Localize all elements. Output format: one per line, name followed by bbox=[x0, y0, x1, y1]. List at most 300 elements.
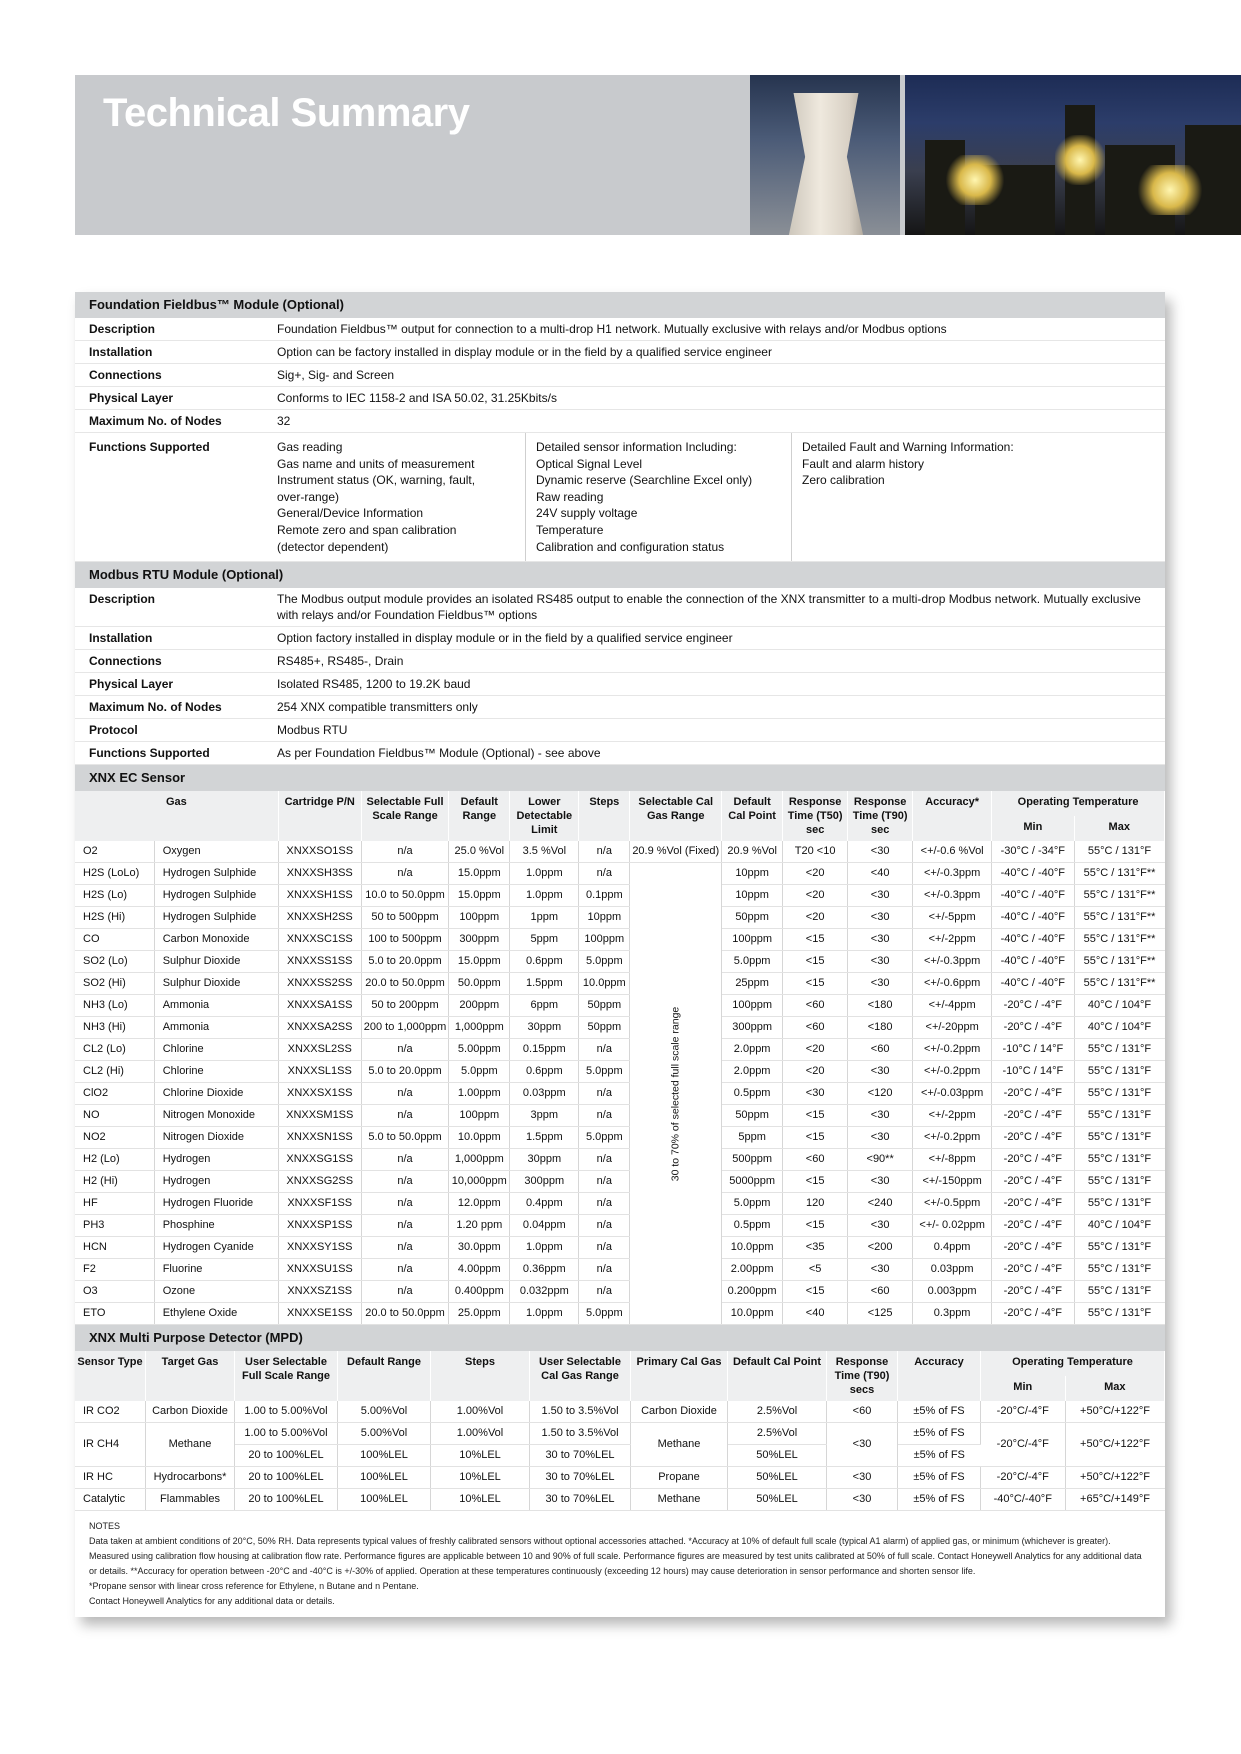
col-header: Max bbox=[1074, 816, 1165, 841]
cell: -40°C / -40°F bbox=[992, 951, 1074, 973]
function-line: over-range) bbox=[277, 489, 340, 504]
cell: <+/-0.3ppm bbox=[913, 951, 992, 973]
cell: 1,000ppm bbox=[449, 1149, 510, 1171]
section-heading-fieldbus: Foundation Fieldbus™ Module (Optional) bbox=[75, 292, 1165, 318]
cell: 200 to 1,000ppm bbox=[361, 1017, 449, 1039]
cal-range-cell: 20.9 %Vol (Fixed) bbox=[630, 841, 722, 863]
col-header: Selectable Full Scale Range bbox=[361, 791, 449, 841]
cell: 5ppm bbox=[722, 1127, 783, 1149]
cell: 1.0ppm bbox=[510, 863, 579, 885]
sensor-code: CL2 (Lo) bbox=[75, 1039, 154, 1061]
ec-sensor-table bbox=[75, 791, 1165, 1325]
cell: 2.0ppm bbox=[722, 1061, 783, 1083]
cell: 0.6ppm bbox=[510, 1061, 579, 1083]
cell: 55°C / 131°F bbox=[1074, 1061, 1165, 1083]
cell: 4.00ppm bbox=[449, 1259, 510, 1281]
cell: 5.0 to 20.0ppm bbox=[361, 951, 449, 973]
row-label: Maximum No. of Nodes bbox=[75, 410, 267, 433]
cell: 2.5%Vol bbox=[728, 1423, 827, 1445]
cell: n/a bbox=[579, 1039, 630, 1061]
cell: 40°C / 104°F bbox=[1074, 1215, 1165, 1237]
function-line: Fault and alarm history bbox=[802, 456, 925, 471]
table-row bbox=[75, 364, 1165, 387]
function-line: Temperature bbox=[536, 522, 604, 537]
cell: 0.3ppm bbox=[913, 1303, 992, 1325]
table-row bbox=[75, 1105, 1165, 1127]
cell: 100ppm bbox=[449, 907, 510, 929]
sensor-code: HF bbox=[75, 1193, 154, 1215]
cell: ±5% of FS bbox=[898, 1401, 981, 1423]
cell: -20°C/-4°F bbox=[981, 1423, 1066, 1467]
col-header: Response Time (T90) secs bbox=[827, 1351, 898, 1401]
notes-line: *Propane sensor with linear cross reference for Ethylene, n Butane and n Pentane. bbox=[89, 1581, 419, 1592]
notes-title: NOTES bbox=[89, 1521, 121, 1532]
cell: n/a bbox=[361, 1237, 449, 1259]
col-header: Steps bbox=[431, 1351, 530, 1401]
cell: <20 bbox=[783, 1039, 848, 1061]
table-row bbox=[75, 696, 1165, 719]
table-row bbox=[75, 742, 1165, 765]
cell: 55°C / 131°F** bbox=[1074, 885, 1165, 907]
cell: 1.00 to 5.00%Vol bbox=[235, 1423, 338, 1445]
cell: 12.0ppm bbox=[449, 1193, 510, 1215]
cell: -20°C / -4°F bbox=[992, 1303, 1074, 1325]
table-row bbox=[75, 1171, 1165, 1193]
sensor-code: H2S (Lo) bbox=[75, 885, 154, 907]
cell: <30 bbox=[848, 1105, 913, 1127]
col-header: User Selectable Cal Gas Range bbox=[530, 1351, 631, 1401]
cell: 55°C / 131°F** bbox=[1074, 973, 1165, 995]
sensor-code: H2 (Lo) bbox=[75, 1149, 154, 1171]
sensor-code: H2S (Hi) bbox=[75, 907, 154, 929]
table-header-row bbox=[75, 791, 1165, 816]
cooling-tower-shape bbox=[768, 93, 884, 235]
cell: XNXXSH1SS bbox=[278, 885, 361, 907]
cell: -20°C / -4°F bbox=[992, 1149, 1074, 1171]
cell: 5ppm bbox=[510, 929, 579, 951]
cell: XNXXSZ1SS bbox=[278, 1281, 361, 1303]
cell: -40°C / -40°F bbox=[992, 973, 1074, 995]
cell: XNXXSM1SS bbox=[278, 1105, 361, 1127]
cell: Propane bbox=[631, 1467, 728, 1489]
cell: 1.00%Vol bbox=[431, 1401, 530, 1423]
cell: n/a bbox=[579, 1171, 630, 1193]
cell: XNXXSH2SS bbox=[278, 907, 361, 929]
table-row bbox=[75, 973, 1165, 995]
cell: XNXXSN1SS bbox=[278, 1127, 361, 1149]
cell: 15.0ppm bbox=[449, 885, 510, 907]
cell: 55°C / 131°F bbox=[1074, 1281, 1165, 1303]
sensor-code: NO bbox=[75, 1105, 154, 1127]
cell: n/a bbox=[361, 863, 449, 885]
col-header: Sensor Type bbox=[75, 1351, 146, 1401]
cell: 1.5ppm bbox=[510, 973, 579, 995]
cell: 55°C / 131°F bbox=[1074, 1303, 1165, 1325]
cell: n/a bbox=[361, 1105, 449, 1127]
table-row bbox=[75, 627, 1165, 650]
cell: 200ppm bbox=[449, 995, 510, 1017]
cell: 100ppm bbox=[579, 929, 630, 951]
cell: Carbon Dioxide bbox=[631, 1401, 728, 1423]
row-label: Maximum No. of Nodes bbox=[75, 696, 267, 719]
cell: 5.0ppm bbox=[722, 951, 783, 973]
sensor-code: H2S (LoLo) bbox=[75, 863, 154, 885]
cal-range-cell bbox=[630, 863, 722, 1325]
col-header: Min bbox=[981, 1376, 1066, 1401]
table-row bbox=[75, 1259, 1165, 1281]
cell: 55°C / 131°F bbox=[1074, 1171, 1165, 1193]
cell: <240 bbox=[848, 1193, 913, 1215]
cell: <60 bbox=[827, 1401, 898, 1423]
cell: 1.00%Vol bbox=[431, 1423, 530, 1445]
row-label: Functions Supported bbox=[75, 433, 267, 562]
sensor-code: NH3 (Hi) bbox=[75, 1017, 154, 1039]
cell: +50°C/+122°F bbox=[1065, 1423, 1164, 1467]
cell: 300ppm bbox=[449, 929, 510, 951]
cell: n/a bbox=[579, 863, 630, 885]
cell: <30 bbox=[827, 1467, 898, 1489]
cell: n/a bbox=[579, 841, 630, 863]
cell: 20.0 to 50.0ppm bbox=[361, 1303, 449, 1325]
cell: 2.00ppm bbox=[722, 1259, 783, 1281]
cell: 0.032ppm bbox=[510, 1281, 579, 1303]
row-value: Conforms to IEC 1158-2 and ISA 50.02, 31.25Kbits/s bbox=[267, 387, 1165, 410]
function-line: Instrument status (OK, warning, fault, bbox=[277, 473, 476, 488]
cell: Hydrogen Sulphide bbox=[154, 907, 278, 929]
cell: 55°C / 131°F** bbox=[1074, 929, 1165, 951]
cell: 55°C / 131°F** bbox=[1074, 951, 1165, 973]
cell: 0.4ppm bbox=[510, 1193, 579, 1215]
refinery-photo bbox=[905, 75, 1241, 235]
cell: <125 bbox=[848, 1303, 913, 1325]
row-label: Physical Layer bbox=[75, 387, 267, 410]
cell: 10ppm bbox=[722, 885, 783, 907]
cell: <+/-2ppm bbox=[913, 1105, 992, 1127]
cell: XNXXSF1SS bbox=[278, 1193, 361, 1215]
row-value: Option factory installed in display module or in the field by a qualified service engineer bbox=[267, 627, 1165, 650]
cell: <30 bbox=[848, 951, 913, 973]
cell: <+/-4ppm bbox=[913, 995, 992, 1017]
cell: XNXXSP1SS bbox=[278, 1215, 361, 1237]
sensor-code: NO2 bbox=[75, 1127, 154, 1149]
cell: 50ppm bbox=[722, 907, 783, 929]
cell: 5.0 to 20.0ppm bbox=[361, 1061, 449, 1083]
cell: Sulphur Dioxide bbox=[154, 951, 278, 973]
function-line: Detailed sensor information Including: bbox=[536, 440, 737, 454]
sensor-code: O2 bbox=[75, 841, 154, 863]
cell: 25.0ppm bbox=[449, 1303, 510, 1325]
row-value: 32 bbox=[267, 410, 1165, 433]
cell: <+/-0.2ppm bbox=[913, 1039, 992, 1061]
sensor-code: H2 (Hi) bbox=[75, 1171, 154, 1193]
cell: XNXXSO1SS bbox=[278, 841, 361, 863]
cell: 0.1ppm bbox=[579, 885, 630, 907]
cell: 100 to 500ppm bbox=[361, 929, 449, 951]
table-row bbox=[75, 650, 1165, 673]
table-row bbox=[75, 1083, 1165, 1105]
row-value: Isolated RS485, 1200 to 19.2K baud bbox=[267, 673, 1165, 696]
modbus-table bbox=[75, 588, 1165, 765]
cell: 1.50 to 3.5%Vol bbox=[530, 1401, 631, 1423]
cell: <40 bbox=[783, 1303, 848, 1325]
page-title: Technical Summary bbox=[103, 91, 470, 135]
col-header: Gas bbox=[75, 791, 278, 841]
sensor-code: CO bbox=[75, 929, 154, 951]
cell: 1.00ppm bbox=[449, 1083, 510, 1105]
cell: <15 bbox=[783, 1171, 848, 1193]
cell: 5.0ppm bbox=[449, 1061, 510, 1083]
table-row bbox=[75, 1237, 1165, 1259]
col-header: Selectable Cal Gas Range bbox=[630, 791, 722, 841]
cell: 50%LEL bbox=[728, 1445, 827, 1467]
cal-range-text: 30 to 70% of selected full scale range bbox=[669, 1006, 682, 1181]
cell: Hydrocarbons* bbox=[146, 1467, 235, 1489]
table-row bbox=[75, 1303, 1165, 1325]
spec-panel bbox=[75, 292, 1165, 1617]
table-row bbox=[75, 1423, 1165, 1445]
cell: <60 bbox=[783, 1017, 848, 1039]
cell: 50%LEL bbox=[728, 1489, 827, 1511]
cell: Methane bbox=[631, 1489, 728, 1511]
cell: <+/-0.3ppm bbox=[913, 885, 992, 907]
cell: 50 to 200ppm bbox=[361, 995, 449, 1017]
cell: n/a bbox=[361, 1281, 449, 1303]
sensor-code: CL2 (Hi) bbox=[75, 1061, 154, 1083]
cell: <+/-0.3ppm bbox=[913, 863, 992, 885]
cell: -20°C / -4°F bbox=[992, 1193, 1074, 1215]
cell: n/a bbox=[579, 1237, 630, 1259]
cell: -40°C / -40°F bbox=[992, 907, 1074, 929]
table-row bbox=[75, 719, 1165, 742]
cell: <15 bbox=[783, 1105, 848, 1127]
cell: 10.0ppm bbox=[579, 973, 630, 995]
notes-line: Data taken at ambient conditions of 20°C, 50% RH. Data represents typical values of freshly calibrated sensors without optional accessories attached. *Accuracy at 10% of default full scale (typical A1 alarm) of applied gas, or minimum (whichever is greater). Measured using calibration flow housing at calibration flow rate. Performance figures are applicable between 10 and 90% of full scale. Performance figures are measured by test units calibrated at 50% of full scale. Contact Honeywell Analytics for any additional data or details. **Accuracy for operation between -20°C and -40°C is +/-30% of applied. Operation at these temperatures continuously (exceeding 12 hours) may cause deterioration in sensor performance and shorten sensor life. bbox=[89, 1536, 1142, 1577]
cell: -20°C / -4°F bbox=[992, 1281, 1074, 1303]
col-header: Response Time (T50) sec bbox=[783, 791, 848, 841]
cell: 55°C / 131°F bbox=[1074, 841, 1165, 863]
cell: Chlorine Dioxide bbox=[154, 1083, 278, 1105]
cell: 0.36ppm bbox=[510, 1259, 579, 1281]
cell: XNXXSE1SS bbox=[278, 1303, 361, 1325]
cell: 40°C / 104°F bbox=[1074, 995, 1165, 1017]
cell: 5.0ppm bbox=[722, 1193, 783, 1215]
cell: <+/-20ppm bbox=[913, 1017, 992, 1039]
sensor-code: PH3 bbox=[75, 1215, 154, 1237]
cell: Catalytic bbox=[75, 1489, 146, 1511]
row-value: Option can be factory installed in display module or in the field by a qualified service engineer bbox=[267, 341, 1165, 364]
cell: Sulphur Dioxide bbox=[154, 973, 278, 995]
cell: Chlorine bbox=[154, 1061, 278, 1083]
cell: Flammables bbox=[146, 1489, 235, 1511]
cell: -40°C/-40°F bbox=[981, 1489, 1066, 1511]
cell: n/a bbox=[361, 1193, 449, 1215]
table-row bbox=[75, 863, 1165, 885]
cell: 0.400ppm bbox=[449, 1281, 510, 1303]
cell: n/a bbox=[361, 1259, 449, 1281]
cell: 0.4ppm bbox=[913, 1237, 992, 1259]
cell: 10%LEL bbox=[431, 1489, 530, 1511]
row-value: Foundation Fieldbus™ output for connection to a multi-drop H1 network. Mutually exclusive with relays and/or Modbus options bbox=[267, 318, 1165, 341]
table-row bbox=[75, 929, 1165, 951]
col-header: Max bbox=[1065, 1376, 1164, 1401]
cell: 30.0ppm bbox=[449, 1237, 510, 1259]
cell: <60 bbox=[783, 995, 848, 1017]
cell: 10.0 to 50.0ppm bbox=[361, 885, 449, 907]
cell: <15 bbox=[783, 973, 848, 995]
function-line: Calibration and configuration status bbox=[536, 539, 725, 554]
mpd-table bbox=[75, 1351, 1165, 1511]
cell: 55°C / 131°F bbox=[1074, 1237, 1165, 1259]
cell: 25.0 %Vol bbox=[449, 841, 510, 863]
col-header: Primary Cal Gas bbox=[631, 1351, 728, 1401]
cell: <+/-5ppm bbox=[913, 907, 992, 929]
cell: Nitrogen Monoxide bbox=[154, 1105, 278, 1127]
cell: XNXXSH3SS bbox=[278, 863, 361, 885]
sensor-code: HCN bbox=[75, 1237, 154, 1259]
cell: <20 bbox=[783, 1061, 848, 1083]
cell: <+/-0.2ppm bbox=[913, 1061, 992, 1083]
cell: 1.0ppm bbox=[510, 885, 579, 907]
cell: 50%LEL bbox=[728, 1467, 827, 1489]
table-row bbox=[75, 1017, 1165, 1039]
cell: 20.9 %Vol bbox=[722, 841, 783, 863]
cell: -40°C / -40°F bbox=[992, 929, 1074, 951]
cell: 55°C / 131°F bbox=[1074, 1039, 1165, 1061]
col-header: User Selectable Full Scale Range bbox=[235, 1351, 338, 1401]
row-label: Installation bbox=[75, 341, 267, 364]
table-row bbox=[75, 318, 1165, 341]
cell: 0.200ppm bbox=[722, 1281, 783, 1303]
cell: ±5% of FS bbox=[898, 1467, 981, 1489]
cell: -20°C / -4°F bbox=[992, 995, 1074, 1017]
sensor-code: ETO bbox=[75, 1303, 154, 1325]
cell: Ammonia bbox=[154, 995, 278, 1017]
cell: 15.0ppm bbox=[449, 863, 510, 885]
cell: T20 <10 bbox=[783, 841, 848, 863]
section-heading-ec-sensor: XNX EC Sensor bbox=[75, 765, 1165, 791]
cell: 55°C / 131°F** bbox=[1074, 863, 1165, 885]
cell: n/a bbox=[361, 1171, 449, 1193]
cell: +50°C/+122°F bbox=[1065, 1467, 1164, 1489]
row-value: Sig+, Sig- and Screen bbox=[267, 364, 1165, 387]
cell: -20°C / -4°F bbox=[992, 1017, 1074, 1039]
cell: 10ppm bbox=[579, 907, 630, 929]
cell: <30 bbox=[848, 885, 913, 907]
cell: IR CO2 bbox=[75, 1401, 146, 1423]
cell: XNXXSU1SS bbox=[278, 1259, 361, 1281]
cell: n/a bbox=[579, 1259, 630, 1281]
col-header: Operating Temperature bbox=[992, 791, 1165, 816]
row-value: RS485+, RS485-, Drain bbox=[267, 650, 1165, 673]
cell: 30 to 70%LEL bbox=[530, 1489, 631, 1511]
col-header: Default Range bbox=[338, 1351, 431, 1401]
cell: ±5% of FS bbox=[898, 1423, 981, 1445]
cell: Ethylene Oxide bbox=[154, 1303, 278, 1325]
row-label: Installation bbox=[75, 627, 267, 650]
cell: IR HC bbox=[75, 1467, 146, 1489]
cell: 10.0ppm bbox=[722, 1237, 783, 1259]
cell: 0.03ppm bbox=[510, 1083, 579, 1105]
cell: <180 bbox=[848, 1017, 913, 1039]
function-line: Raw reading bbox=[536, 489, 604, 504]
cell: -20°C/-4°F bbox=[981, 1467, 1066, 1489]
sensor-code: O3 bbox=[75, 1281, 154, 1303]
table-row bbox=[75, 1061, 1165, 1083]
header-banner bbox=[75, 75, 1241, 235]
cell: 50.0ppm bbox=[449, 973, 510, 995]
refinery-light bbox=[945, 155, 1005, 205]
cell: 55°C / 131°F bbox=[1074, 1083, 1165, 1105]
col-header: Response Time (T90) sec bbox=[848, 791, 913, 841]
col-header: Steps bbox=[579, 791, 630, 841]
cell: <+/-0.5ppm bbox=[913, 1193, 992, 1215]
cell: XNXXSG1SS bbox=[278, 1149, 361, 1171]
cell: 1.0ppm bbox=[510, 1237, 579, 1259]
table-row bbox=[75, 1467, 1165, 1489]
cell: 500ppm bbox=[722, 1149, 783, 1171]
cell: 30ppm bbox=[510, 1149, 579, 1171]
function-line: General/Device Information bbox=[277, 506, 424, 521]
cell: 5.00ppm bbox=[449, 1039, 510, 1061]
function-line: Gas reading bbox=[277, 440, 343, 454]
cell: n/a bbox=[579, 1149, 630, 1171]
cell: 0.04ppm bbox=[510, 1215, 579, 1237]
col-header: Accuracy bbox=[898, 1351, 981, 1401]
row-value: As per Foundation Fieldbus™ Module (Optional) - see above bbox=[267, 742, 1165, 765]
cell: -20°C / -4°F bbox=[992, 1083, 1074, 1105]
cell: 1.5ppm bbox=[510, 1127, 579, 1149]
cell: -10°C / 14°F bbox=[992, 1039, 1074, 1061]
cell: Hydrogen bbox=[154, 1149, 278, 1171]
cell: 10ppm bbox=[722, 863, 783, 885]
cell: <30 bbox=[848, 929, 913, 951]
cell: <30 bbox=[827, 1423, 898, 1467]
cell: 20 to 100%LEL bbox=[235, 1467, 338, 1489]
cell: 30 to 70%LEL bbox=[530, 1467, 631, 1489]
cell: <30 bbox=[848, 973, 913, 995]
table-row bbox=[75, 1193, 1165, 1215]
cell: Fluorine bbox=[154, 1259, 278, 1281]
cell: n/a bbox=[579, 1083, 630, 1105]
cell: Oxygen bbox=[154, 841, 278, 863]
cell: Ozone bbox=[154, 1281, 278, 1303]
row-value: The Modbus output module provides an isolated RS485 output to enable the connection of the XNX transmitter to a multi-drop Modbus network. Mutually exclusive with relays and/or Foundation Fieldbus™ options bbox=[267, 588, 1165, 627]
cell: <15 bbox=[783, 1281, 848, 1303]
cell: XNXXSX1SS bbox=[278, 1083, 361, 1105]
col-header: Lower Detectable Limit bbox=[510, 791, 579, 841]
cell: n/a bbox=[361, 1215, 449, 1237]
cell: 0.5ppm bbox=[722, 1215, 783, 1237]
cell: n/a bbox=[361, 841, 449, 863]
cell: 5.0 to 50.0ppm bbox=[361, 1127, 449, 1149]
table-row bbox=[75, 995, 1165, 1017]
cell: 10,000ppm bbox=[449, 1171, 510, 1193]
cell: 20.0 to 50.0ppm bbox=[361, 973, 449, 995]
cell: 100%LEL bbox=[338, 1445, 431, 1467]
table-row bbox=[75, 1215, 1165, 1237]
table-row bbox=[75, 341, 1165, 364]
cell: <+/-150ppm bbox=[913, 1171, 992, 1193]
cell: 55°C / 131°F bbox=[1074, 1149, 1165, 1171]
cell: <20 bbox=[783, 907, 848, 929]
cell: 3ppm bbox=[510, 1105, 579, 1127]
cell: 20 to 100%LEL bbox=[235, 1489, 338, 1511]
function-line: Remote zero and span calibration bbox=[277, 522, 457, 537]
cell: 5000ppm bbox=[722, 1171, 783, 1193]
cell: 5.00%Vol bbox=[338, 1401, 431, 1423]
cell: 0.6ppm bbox=[510, 951, 579, 973]
table-row bbox=[75, 841, 1165, 863]
